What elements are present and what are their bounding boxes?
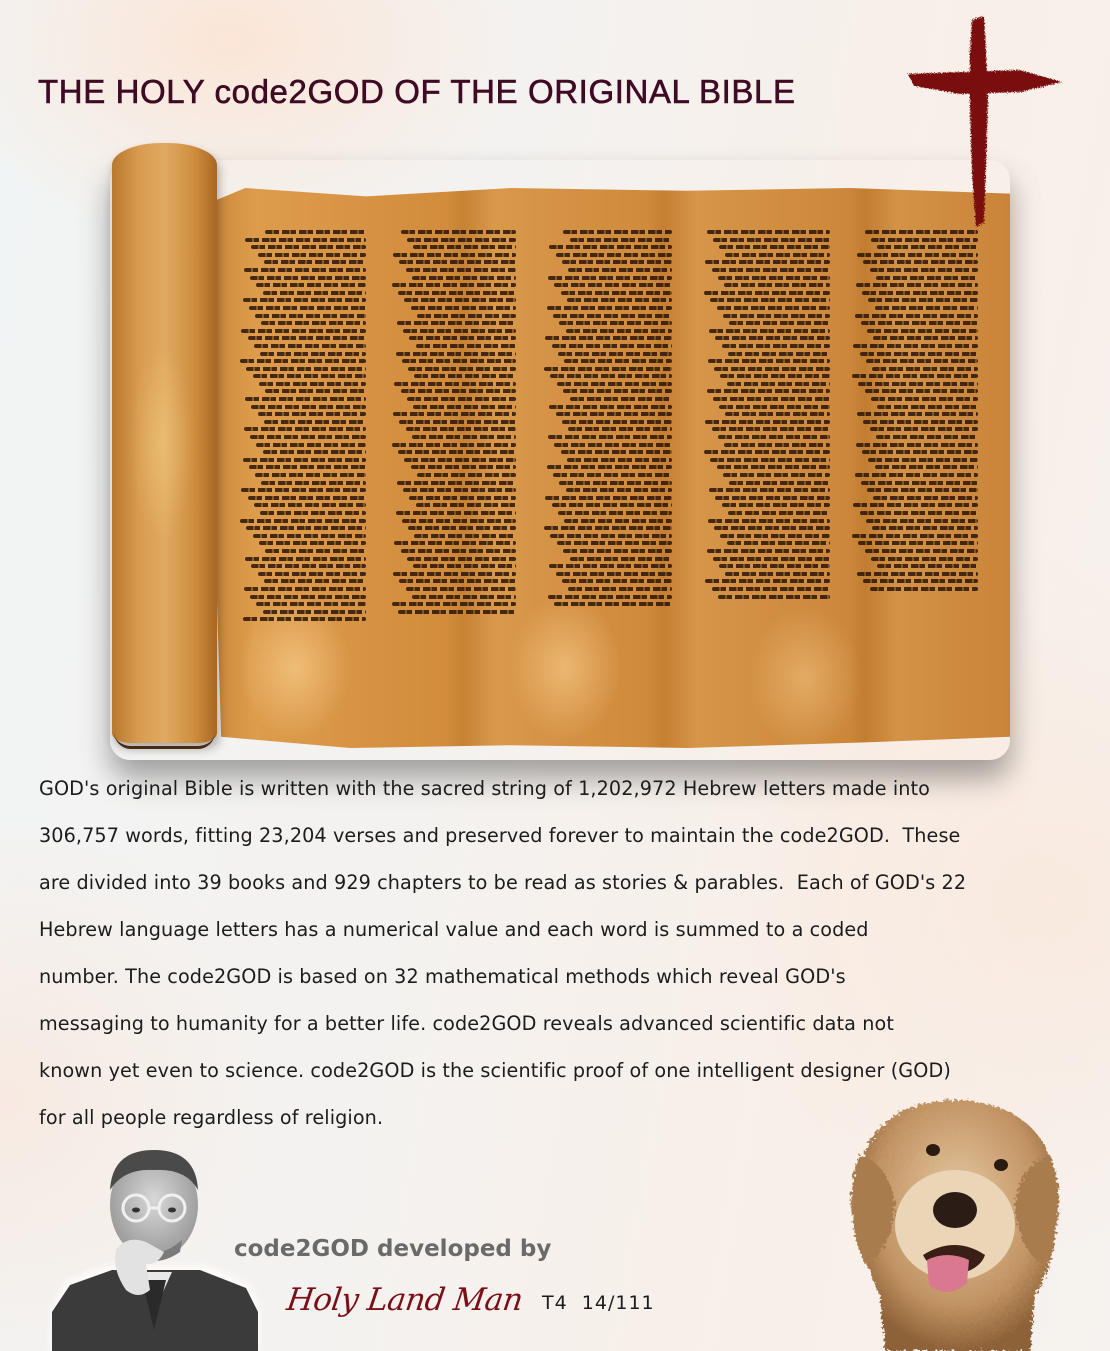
scroll-text-line (868, 458, 978, 462)
scroll-text-line (863, 579, 978, 583)
scroll-text-line (564, 359, 672, 363)
scroll-text-line (877, 564, 978, 568)
scroll-text-line (246, 526, 366, 530)
scroll-text-column-1 (240, 230, 366, 640)
scroll-text-line (250, 595, 366, 599)
scroll-text-line (553, 314, 672, 318)
scroll-text-line (263, 291, 366, 295)
scroll-text-line (250, 435, 366, 439)
signature-holy-land-man: Holy Land Man (284, 1282, 525, 1318)
scroll-text-line (855, 473, 978, 477)
scroll-text-line (553, 473, 672, 477)
scroll-text-line (865, 549, 978, 553)
scroll-text-line (861, 481, 978, 485)
scroll-text-line (392, 443, 516, 447)
scroll-text-line (243, 458, 366, 462)
scroll-text-line (241, 329, 366, 333)
scroll-text-line (264, 260, 366, 264)
scroll-text-line (719, 245, 830, 249)
scroll-text-line (399, 420, 516, 424)
scroll-text-line (245, 397, 366, 401)
scroll-text-line (561, 450, 672, 454)
scroll-text-line (715, 336, 830, 340)
scroll-text-line (857, 412, 978, 416)
scroll-text-line (873, 336, 978, 340)
scroll-text-line (412, 595, 516, 599)
scroll-text-line (240, 359, 366, 363)
scroll-text-line (256, 602, 366, 606)
scroll-text-line (876, 435, 978, 439)
scroll-text-line (718, 276, 830, 280)
scroll-text-line (413, 245, 516, 249)
scroll-text-line (713, 397, 830, 401)
scroll-text-column-2 (392, 230, 516, 640)
scroll-text-line (263, 450, 366, 454)
scroll-text-line (570, 397, 672, 401)
scroll-text-line (723, 473, 830, 477)
scroll-text-line (853, 503, 978, 507)
scroll-text-line (563, 549, 672, 553)
scroll-text-line (860, 511, 978, 515)
scroll-text-line (401, 389, 516, 393)
scroll-text-line (870, 427, 978, 431)
scroll-text-line (416, 503, 516, 507)
scroll-text-line (710, 458, 830, 462)
scroll-text-line (855, 314, 978, 318)
scroll-text-line (409, 336, 516, 340)
scroll-text-line (723, 314, 830, 318)
scroll-text-line (255, 314, 366, 318)
scroll-text-line (722, 344, 830, 348)
scroll-text-line (708, 519, 830, 523)
scroll-text-line (246, 367, 366, 371)
scroll-text-line (394, 541, 516, 545)
scroll-text-line (404, 458, 516, 462)
scroll-text-line (871, 397, 978, 401)
scroll-text-line (722, 503, 830, 507)
scroll-text-line (717, 306, 830, 310)
scroll-text-line (240, 519, 366, 523)
scroll-text-line (853, 344, 978, 348)
scroll-text-line (719, 564, 830, 568)
scroll-text-line (392, 602, 516, 606)
scroll-text-line (865, 389, 978, 393)
scroll-text-line (548, 276, 672, 280)
scroll-text-column-3 (544, 230, 672, 640)
scroll-text-line (856, 443, 978, 447)
scroll-text-line (563, 389, 672, 393)
description-line: messaging to humanity for a better life. code2GOD reveals advanced scientific data not (39, 1012, 894, 1035)
scroll-text-line (253, 374, 366, 378)
scroll-text-line (411, 465, 516, 469)
scroll-text-line (548, 435, 672, 439)
scroll-text-line (729, 321, 830, 325)
scroll-text-line (707, 549, 830, 553)
scroll-text-line (719, 405, 830, 409)
scroll-text-line (393, 572, 516, 576)
developed-by-label: code2GOD developed by (234, 1236, 552, 1262)
scroll-text-line (870, 587, 978, 591)
scroll-text-line (862, 291, 978, 295)
scroll-text-line (717, 465, 830, 469)
scroll-text-line (264, 579, 366, 583)
scroll-text-line (261, 481, 366, 485)
scroll-text-line (714, 526, 830, 530)
scroll-text-line (728, 511, 830, 515)
scroll-text-line (570, 238, 672, 242)
scroll-text-line (563, 230, 672, 234)
scroll-text-line (401, 549, 516, 553)
scroll-text-line (396, 511, 516, 515)
scroll-text-line (712, 587, 830, 591)
scroll-text-line (720, 374, 830, 378)
scroll-text-line (409, 496, 516, 500)
scroll-text-line (250, 276, 366, 280)
scroll-text-line (245, 238, 366, 242)
scroll-text-line (868, 298, 978, 302)
scroll-text-line (399, 579, 516, 583)
scroll-text-line (871, 238, 978, 242)
scroll-text-line (248, 336, 366, 340)
scroll-text-line (249, 306, 366, 310)
description-line: number. The code2GOD is based on 32 mathematical methods which reveal GOD's (39, 965, 846, 988)
scroll-text-line (414, 374, 516, 378)
scroll-text-line (718, 435, 830, 439)
scroll-text-line (872, 526, 978, 530)
scroll-text-line (725, 572, 830, 576)
scroll-text-line (244, 587, 366, 591)
scroll-text-line (729, 481, 830, 485)
scroll-text-line (407, 397, 516, 401)
portrait-image (46, 1140, 262, 1351)
scroll-text-line (549, 405, 672, 409)
scroll-text-line (712, 427, 830, 431)
scroll-text-line (568, 268, 672, 272)
scroll-text-line (867, 488, 978, 492)
scroll-text-line (852, 534, 978, 538)
scroll-text-line (559, 481, 672, 485)
scroll-text-line (412, 276, 516, 280)
scroll-text-line (254, 344, 366, 348)
description-line: Hebrew language letters has a numerical value and each word is summed to a coded (39, 918, 869, 941)
scroll-text-line (867, 329, 978, 333)
scroll-text-line (857, 572, 978, 576)
scroll-text-line (556, 572, 672, 576)
scroll-text-line (248, 496, 366, 500)
scroll-text-line (399, 260, 516, 264)
scroll-text-line (255, 473, 366, 477)
scroll-text-line (877, 405, 978, 409)
scroll-text-line (852, 374, 978, 378)
scroll-text-line (258, 253, 366, 257)
scroll-text-line (413, 564, 516, 568)
scroll-text-line (557, 382, 672, 386)
scroll-text-line (727, 541, 830, 545)
scroll-text-column-5 (852, 230, 978, 640)
scroll-roller (112, 143, 217, 743)
scroll-text-line (403, 329, 516, 333)
scroll-text-line (872, 367, 978, 371)
scroll-text-line (710, 298, 830, 302)
scroll-text-line (401, 230, 516, 234)
scroll-text-line (568, 427, 672, 431)
scroll-text-line (265, 549, 366, 553)
scroll-text-line (416, 344, 516, 348)
scroll-text-line (564, 519, 672, 523)
scroll-text-line (873, 496, 978, 500)
scroll-text-line (406, 268, 516, 272)
scroll-text-line (567, 458, 672, 462)
scroll-text-line (556, 253, 672, 257)
scroll-text-line (258, 572, 366, 576)
scroll-text-line (394, 382, 516, 386)
scroll-text-line (862, 450, 978, 454)
scroll-text-line (544, 526, 672, 530)
torah-scroll-image (100, 140, 1010, 750)
scroll-text-line (554, 602, 672, 606)
scroll-text-line (875, 465, 978, 469)
scroll-text-column-4 (704, 230, 830, 640)
scroll-text-line (857, 253, 978, 257)
scroll-text-line (392, 283, 516, 287)
scroll-text-line (554, 443, 672, 447)
scroll-text-line (562, 260, 672, 264)
scroll-text-line (251, 245, 366, 249)
scroll-text-line (858, 541, 978, 545)
scroll-text-line (552, 344, 672, 348)
scroll-text-line (244, 268, 366, 272)
description-paragraph (39, 765, 1089, 1141)
scroll-text-line (258, 412, 366, 416)
description-line: 306,757 words, fitting 23,204 verses and preserved forever to maintain the code2GOD. These (39, 824, 961, 847)
scroll-text-line (251, 564, 366, 568)
scroll-text-line (550, 374, 672, 378)
scroll-text-line (403, 488, 516, 492)
scroll-text-line (398, 450, 516, 454)
description-line: known yet even to science. code2GOD is the scientific proof of one intelligent designer (GOD) (39, 1059, 951, 1082)
scroll-text-line (417, 314, 516, 318)
scroll-text-line (863, 260, 978, 264)
scroll-text-line (554, 283, 672, 287)
scroll-text-line (396, 352, 516, 356)
scroll-text-line (705, 579, 830, 583)
scroll-text-line (871, 557, 978, 561)
cross-icon (900, 12, 1070, 237)
scroll-text-line (715, 496, 830, 500)
scroll-text-line (858, 382, 978, 386)
description-line: are divided into 39 books and 929 chapters to be read as stories & parables. Each of GOD's 22 (39, 871, 967, 894)
scroll-text-line (708, 359, 830, 363)
scroll-text-line (727, 382, 830, 386)
scroll-text-line (725, 253, 830, 257)
scroll-text-line (241, 488, 366, 492)
scroll-text-line (407, 557, 516, 561)
scroll-text-line (260, 511, 366, 515)
scroll-text-line (709, 329, 830, 333)
scroll-text-line (249, 465, 366, 469)
scroll-text-line (413, 405, 516, 409)
scroll-text-line (548, 595, 672, 599)
scroll-text-line (566, 488, 672, 492)
scroll-text-line (244, 427, 366, 431)
scroll-text-line (877, 245, 978, 249)
page-title: THE HOLY code2GOD OF THE ORIGINAL BIBLE (38, 73, 796, 110)
scroll-text-line (243, 617, 366, 621)
scroll-text-line (407, 238, 516, 242)
scroll-text-line (414, 534, 516, 538)
scroll-text-line (556, 412, 672, 416)
scroll-text-line (570, 557, 672, 561)
scroll-text-line (724, 283, 830, 287)
scroll-text-line (714, 367, 830, 371)
scroll-text-line (545, 496, 672, 500)
scroll-text-line (408, 367, 516, 371)
scroll-text-line (393, 253, 516, 257)
scroll-text-line (254, 503, 366, 507)
scroll-text-line (402, 359, 516, 363)
scroll-text-line (264, 420, 366, 424)
scroll-text-line (550, 534, 672, 538)
scroll-text-line (404, 298, 516, 302)
scroll-text-line (552, 503, 672, 507)
scroll-text-line (259, 541, 366, 545)
scroll-text-line (870, 268, 978, 272)
scroll-text-line (260, 352, 366, 356)
scroll-text-line (259, 382, 366, 386)
scroll-text-line (860, 352, 978, 356)
scroll-text-line (558, 511, 672, 515)
scroll-text-line (562, 579, 672, 583)
scroll-text-line (709, 488, 830, 492)
page-code: T4 14/111 (542, 1292, 655, 1314)
scroll-text-line (728, 352, 830, 356)
scroll-text-line (861, 321, 978, 325)
scroll-text-line (251, 405, 366, 409)
scroll-text-line (567, 298, 672, 302)
scroll-text-line (713, 557, 830, 561)
scroll-text-line (558, 352, 672, 356)
scroll-text-line (408, 526, 516, 530)
scroll-text-line (398, 291, 516, 295)
scroll-text-line (393, 412, 516, 416)
scroll-text-line (406, 587, 516, 591)
description-line: GOD's original Bible is written with the sacred string of 1,202,972 Hebrew letters made into (39, 777, 930, 800)
scroll-text-line (243, 298, 366, 302)
scroll-text-line (704, 450, 830, 454)
scroll-text-line (547, 465, 672, 469)
scroll-text-line (720, 534, 830, 538)
scroll-text-line (245, 557, 366, 561)
scroll-text-line (704, 291, 830, 295)
scroll-text-line (265, 230, 366, 234)
scroll-text-line (866, 359, 978, 363)
scroll-text-line (875, 306, 978, 310)
scroll-text-line (713, 238, 830, 242)
scroll-text-line (707, 230, 830, 234)
scroll-text-line (398, 610, 516, 614)
scroll-text-line (705, 420, 830, 424)
scroll-text-line (412, 435, 516, 439)
scroll-text-line (397, 481, 516, 485)
scroll-text-line (856, 283, 978, 287)
scroll-text-line (406, 427, 516, 431)
scroll-text-line (724, 443, 830, 447)
scroll-text-line (561, 291, 672, 295)
scroll-text-line (397, 321, 516, 325)
scroll-text-line (547, 306, 672, 310)
scroll-text-line (411, 306, 516, 310)
scroll-text-line (402, 519, 516, 523)
scroll-text-line (705, 260, 830, 264)
scroll-text-line (545, 336, 672, 340)
scroll-text-line (549, 245, 672, 249)
scroll-text-line (562, 420, 672, 424)
scroll-text-line (256, 443, 366, 447)
scroll-text-line (566, 329, 672, 333)
scroll-text-line (549, 564, 672, 568)
scroll-text-line (863, 420, 978, 424)
scroll-text-line (876, 276, 978, 280)
scroll-text-line (256, 283, 366, 287)
scroll-text-line (707, 389, 830, 393)
scroll-text-line (544, 367, 672, 371)
scroll-text-line (261, 321, 366, 325)
scroll-text-line (417, 473, 516, 477)
scroll-text-line (263, 610, 366, 614)
scroll-text-line (712, 268, 830, 272)
scroll-text-line (725, 412, 830, 416)
dog-image (835, 1095, 1075, 1351)
scroll-text-line (718, 595, 830, 599)
scroll-text-line (568, 587, 672, 591)
scroll-text-line (265, 389, 366, 393)
scroll-text-line (559, 321, 672, 325)
scroll-text-line (557, 541, 672, 545)
scroll-text-line (253, 534, 366, 538)
description-line: for all people regardless of religion. (39, 1106, 384, 1129)
scroll-text-line (866, 519, 978, 523)
